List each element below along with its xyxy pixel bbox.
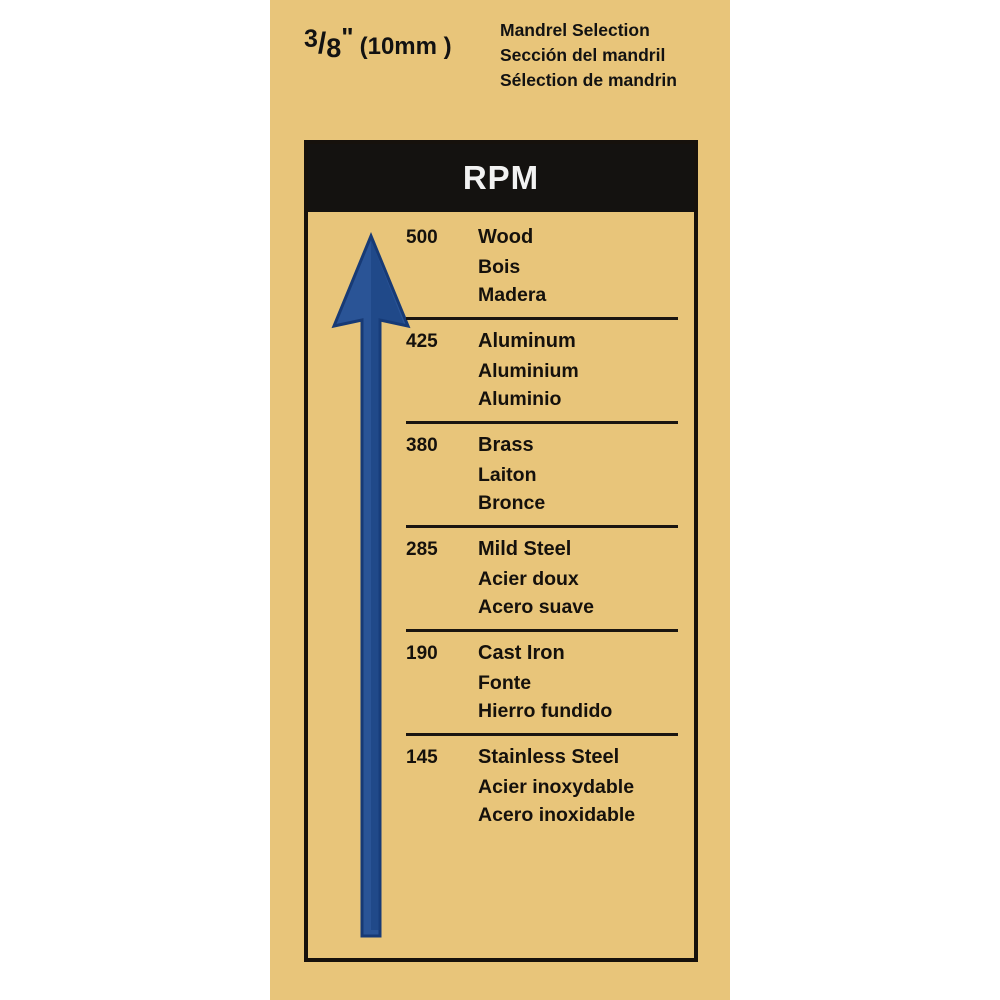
rpm-column-header: RPM [462,159,540,196]
row-rpm: 500 [406,227,438,248]
row-material-fr: Bois [478,256,521,278]
size-metric: (10mm ) [359,33,452,60]
mandrel-selection-label [270,0,730,1000]
row-material-fr: Aluminium [478,360,579,382]
row-material-es: Madera [478,284,547,306]
row-rpm: 190 [406,643,438,664]
row-head [406,746,678,769]
table-row [406,320,678,424]
row-head [406,538,678,561]
row-head [406,642,678,665]
fraction-denominator: 8 [326,33,342,63]
row-translations [478,669,678,725]
row-material-fr: Acier doux [478,568,579,590]
row-translations [478,253,678,309]
row-rpm: 380 [406,435,438,456]
title-french: Sélection de mandrin [500,70,677,90]
row-translations [478,565,678,621]
row-head [406,226,678,249]
table-row [406,736,678,837]
row-material-en: Brass [478,434,534,456]
row-material-es: Hierro fundido [478,700,613,722]
table-row [406,216,678,320]
row-material-es: Bronce [478,492,546,514]
row-material-fr: Acier inoxydable [478,776,635,798]
fraction-numerator: 3 [304,25,318,53]
row-material-en: Stainless Steel [478,746,620,768]
title-english: Mandrel Selection [500,20,650,40]
row-rpm: 145 [406,747,438,768]
table-row [406,528,678,632]
row-material-es: Acero suave [478,596,594,618]
inch-mark: " [341,22,354,52]
size-fraction [304,27,341,61]
row-rpm: 425 [406,331,438,352]
row-material-es: Aluminio [478,388,562,410]
row-material-fr: Laiton [478,464,537,486]
label-header [270,0,730,140]
fraction-slash: / [317,27,327,60]
rpm-chart [304,140,698,962]
row-head [406,330,678,353]
title-block [500,18,725,93]
up-arrow-icon [330,230,412,940]
row-rpm: 285 [406,539,438,560]
table-row [406,424,678,528]
row-material-en: Aluminum [478,330,576,352]
row-translations [478,357,678,413]
row-material-en: Mild Steel [478,538,572,560]
row-material-es: Acero inoxidable [478,804,636,826]
title-spanish: Sección del mandril [500,45,666,65]
rpm-header-bar [308,144,694,212]
mandrel-size [304,22,452,63]
row-translations [478,461,678,517]
rpm-rows [406,216,678,837]
row-material-fr: Fonte [478,672,532,694]
row-material-en: Cast Iron [478,642,565,664]
row-material-en: Wood [478,226,534,248]
table-row [406,632,678,736]
row-translations [478,773,678,829]
row-head [406,434,678,457]
